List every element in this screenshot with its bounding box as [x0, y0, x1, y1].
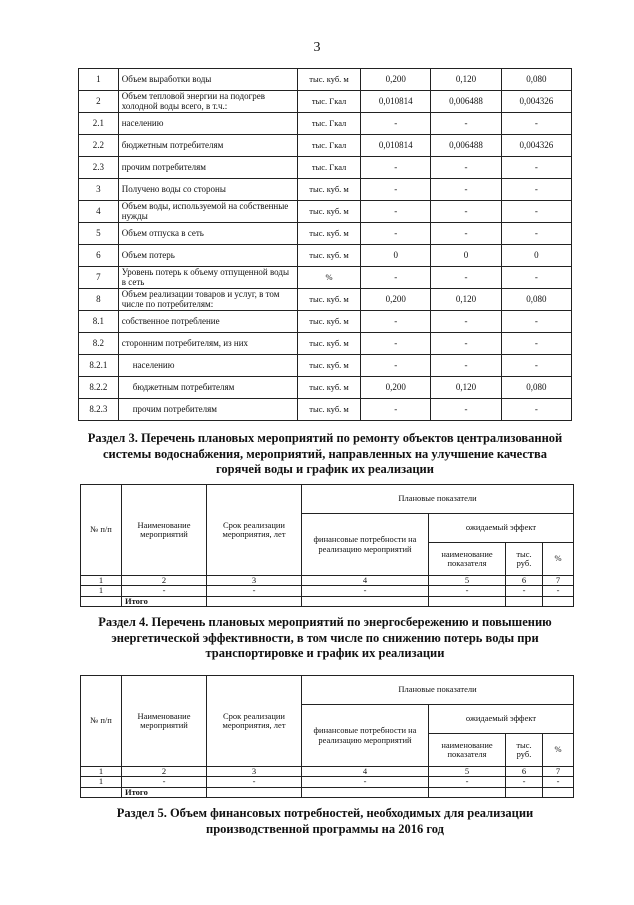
table-row	[79, 91, 572, 113]
row-value-2018: -	[501, 355, 571, 377]
row-name: населению	[118, 355, 297, 377]
row-unit: тыс. куб. м	[297, 377, 360, 399]
table-cell: -	[543, 777, 574, 787]
col-name-header: Наименование мероприятий	[122, 485, 207, 576]
row-name: населению	[118, 113, 297, 135]
row-value-2018: -	[501, 311, 571, 333]
total-label: Итого	[122, 787, 207, 797]
row-value-2017: 0	[431, 245, 501, 267]
col-term-header: Срок реализации мероприятия, лет	[207, 485, 302, 576]
row-value-2017: -	[431, 113, 501, 135]
row-value-2017: 0,120	[431, 289, 501, 311]
row-value-2018: 0,004326	[501, 91, 571, 113]
table-cell: -	[506, 777, 543, 787]
number-cell: 7	[543, 767, 574, 777]
number-cell: 3	[207, 767, 302, 777]
table-cell: -	[122, 777, 207, 787]
row-value-2018: -	[501, 113, 571, 135]
row-number: 2	[79, 91, 119, 113]
row-value-2017: 0,006488	[431, 91, 501, 113]
row-name: Уровень потерь к объему отпущенной воды в сеть	[118, 267, 297, 289]
number-cell: 2	[122, 576, 207, 586]
row-value-2018: 0,080	[501, 289, 571, 311]
row-name: бюджетным потребителям	[118, 377, 297, 399]
row-value-2017: -	[431, 157, 501, 179]
row-value-2016: -	[361, 267, 431, 289]
row-value-2018: -	[501, 223, 571, 245]
total-row	[81, 787, 574, 797]
number-row	[81, 576, 574, 586]
row-number: 8.2.3	[79, 399, 119, 421]
table-cell: -	[429, 586, 506, 596]
row-unit: тыс. куб. м	[297, 399, 360, 421]
row-value-2016: -	[361, 157, 431, 179]
col-plan-header: Плановые показатели	[302, 485, 574, 514]
table-cell: -	[207, 777, 302, 787]
col-indicator-header: наименование показателя	[429, 543, 506, 576]
col-rub-header: тыс. руб.	[506, 734, 543, 767]
row-unit: тыс. Гкал	[297, 91, 360, 113]
row-number: 3	[79, 179, 119, 201]
row-name: Объем выработки воды	[118, 69, 297, 91]
row-value-2018: 0,080	[501, 69, 571, 91]
number-cell: 1	[81, 767, 122, 777]
col-num-header: № п/п	[81, 485, 122, 576]
number-cell: 5	[429, 767, 506, 777]
number-cell: 1	[81, 576, 122, 586]
row-value-2017: -	[431, 223, 501, 245]
section-5-heading: Раздел 5. Объем финансовых потребностей, необходимых для реализации производственной программы на 2016 год	[116, 806, 534, 836]
row-unit: тыс. куб. м	[297, 69, 360, 91]
number-cell: 6	[506, 576, 543, 586]
row-value-2016: 0,200	[361, 69, 431, 91]
row-name: прочим потребителям	[118, 399, 297, 421]
row-value-2018: -	[501, 399, 571, 421]
row-value-2017: -	[431, 201, 501, 223]
row-value-2016: -	[361, 333, 431, 355]
row-unit: тыс. куб. м	[297, 179, 360, 201]
row-value-2018: -	[501, 201, 571, 223]
table-row	[79, 245, 572, 267]
row-unit: тыс. куб. м	[297, 333, 360, 355]
row-name: Получено воды со стороны	[118, 179, 297, 201]
page-number: 3	[313, 40, 321, 55]
row-value-2016: -	[361, 113, 431, 135]
col-fin-header: финансовые потребности на реализацию мероприятий	[302, 514, 429, 576]
table-cell: -	[302, 586, 429, 596]
row-unit: тыс. Гкал	[297, 135, 360, 157]
row-name: Объем тепловой энергии на подогрев холодной воды всего, в т.ч.:	[118, 91, 297, 113]
table-row	[79, 157, 572, 179]
table-row	[79, 113, 572, 135]
row-number: 4	[79, 201, 119, 223]
table-row	[79, 289, 572, 311]
table-row	[79, 311, 572, 333]
row-name: сторонним потребителям, из них	[118, 333, 297, 355]
row-name: Объем потерь	[118, 245, 297, 267]
row-unit: тыс. куб. м	[297, 311, 360, 333]
row-name: прочим потребителям	[118, 157, 297, 179]
row-value-2018: 0,080	[501, 377, 571, 399]
table-cell: 1	[81, 777, 122, 787]
row-number: 8.2	[79, 333, 119, 355]
table-row	[79, 223, 572, 245]
number-cell: 5	[429, 576, 506, 586]
row-value-2016: -	[361, 223, 431, 245]
row-number: 8	[79, 289, 119, 311]
number-cell: 7	[543, 576, 574, 586]
row-name: Объем воды, используемой на собственные нужды	[118, 201, 297, 223]
table-row	[79, 377, 572, 399]
row-unit: тыс. Гкал	[297, 113, 360, 135]
row-value-2017: -	[431, 355, 501, 377]
row-value-2017: -	[431, 179, 501, 201]
row-number: 2.2	[79, 135, 119, 157]
table-cell: -	[543, 586, 574, 596]
row-unit: тыс. куб. м	[297, 223, 360, 245]
total-row	[81, 596, 574, 606]
row-value-2017: 0,120	[431, 377, 501, 399]
row-value-2017: -	[431, 333, 501, 355]
table-row	[79, 135, 572, 157]
table-row	[79, 355, 572, 377]
table-cell: -	[429, 777, 506, 787]
row-unit: %	[297, 267, 360, 289]
row-value-2017: -	[431, 267, 501, 289]
row-value-2017: 0,006488	[431, 135, 501, 157]
row-value-2018: -	[501, 333, 571, 355]
row-unit: тыс. куб. м	[297, 289, 360, 311]
table-row	[81, 586, 574, 596]
col-pct-header: %	[543, 734, 574, 767]
row-value-2016: -	[361, 355, 431, 377]
row-name: Объем реализации товаров и услуг, в том числе по потребителям:	[118, 289, 297, 311]
number-cell: 6	[506, 767, 543, 777]
row-number: 2.3	[79, 157, 119, 179]
number-cell: 3	[207, 576, 302, 586]
row-value-2016: 0	[361, 245, 431, 267]
row-unit: тыс. Гкал	[297, 157, 360, 179]
row-value-2016: -	[361, 201, 431, 223]
section-4-table	[80, 675, 574, 798]
row-number: 7	[79, 267, 119, 289]
col-pct-header: %	[543, 543, 574, 576]
col-indicator-header: наименование показателя	[429, 734, 506, 767]
row-value-2018: -	[501, 267, 571, 289]
table-cell: -	[207, 586, 302, 596]
section-3-heading: Раздел 3. Перечень плановых мероприятий по ремонту объектов централизованной системы водоснабжения, мероприятий, направленных на улучшение качества горячей воды и график их реализации	[87, 431, 563, 476]
col-fin-header: финансовые потребности на реализацию мероприятий	[302, 705, 429, 767]
row-value-2018: 0,004326	[501, 135, 571, 157]
row-number: 8.2.2	[79, 377, 119, 399]
section-4-heading: Раздел 4. Перечень плановых мероприятий по энергосбережению и повышению энергетической эффективности, в том числе по снижению потерь воды при транспортировке и график их реализации	[98, 615, 552, 660]
production-table	[78, 68, 572, 421]
number-row	[81, 767, 574, 777]
row-value-2016: 0,010814	[361, 135, 431, 157]
row-number: 1	[79, 69, 119, 91]
row-value-2018: 0	[501, 245, 571, 267]
table-cell: 1	[81, 586, 122, 596]
table-row	[79, 399, 572, 421]
table-cell: -	[302, 777, 429, 787]
row-name: собственное потребление	[118, 311, 297, 333]
row-value-2016: -	[361, 399, 431, 421]
row-value-2018: -	[501, 179, 571, 201]
table-row	[79, 201, 572, 223]
row-number: 6	[79, 245, 119, 267]
col-term-header: Срок реализации мероприятия, лет	[207, 676, 302, 767]
col-plan-header: Плановые показатели	[302, 676, 574, 705]
col-name-header: Наименование мероприятий	[122, 676, 207, 767]
row-name: бюджетным потребителям	[118, 135, 297, 157]
number-cell: 4	[302, 767, 429, 777]
row-name: Объем отпуска в сеть	[118, 223, 297, 245]
number-cell: 4	[302, 576, 429, 586]
row-value-2016: -	[361, 179, 431, 201]
table-cell: -	[506, 586, 543, 596]
col-rub-header: тыс. руб.	[506, 543, 543, 576]
col-effect-header: ожидаемый эффект	[429, 705, 574, 734]
table-row	[79, 333, 572, 355]
total-label: Итого	[122, 596, 207, 606]
row-value-2016: 0,010814	[361, 91, 431, 113]
row-unit: тыс. куб. м	[297, 245, 360, 267]
row-value-2017: -	[431, 399, 501, 421]
row-number: 8.1	[79, 311, 119, 333]
number-cell: 2	[122, 767, 207, 777]
row-value-2016: -	[361, 311, 431, 333]
row-value-2017: -	[431, 311, 501, 333]
row-number: 8.2.1	[79, 355, 119, 377]
row-number: 2.1	[79, 113, 119, 135]
row-value-2016: 0,200	[361, 377, 431, 399]
table-row	[81, 777, 574, 787]
row-value-2016: 0,200	[361, 289, 431, 311]
row-unit: тыс. куб. м	[297, 355, 360, 377]
table-cell: -	[122, 586, 207, 596]
table-row	[79, 267, 572, 289]
table-row	[79, 179, 572, 201]
table-row	[79, 69, 572, 91]
row-unit: тыс. куб. м	[297, 201, 360, 223]
row-value-2018: -	[501, 157, 571, 179]
col-effect-header: ожидаемый эффект	[429, 514, 574, 543]
row-number: 5	[79, 223, 119, 245]
row-value-2017: 0,120	[431, 69, 501, 91]
col-num-header: № п/п	[81, 676, 122, 767]
section-3-table	[80, 484, 574, 607]
